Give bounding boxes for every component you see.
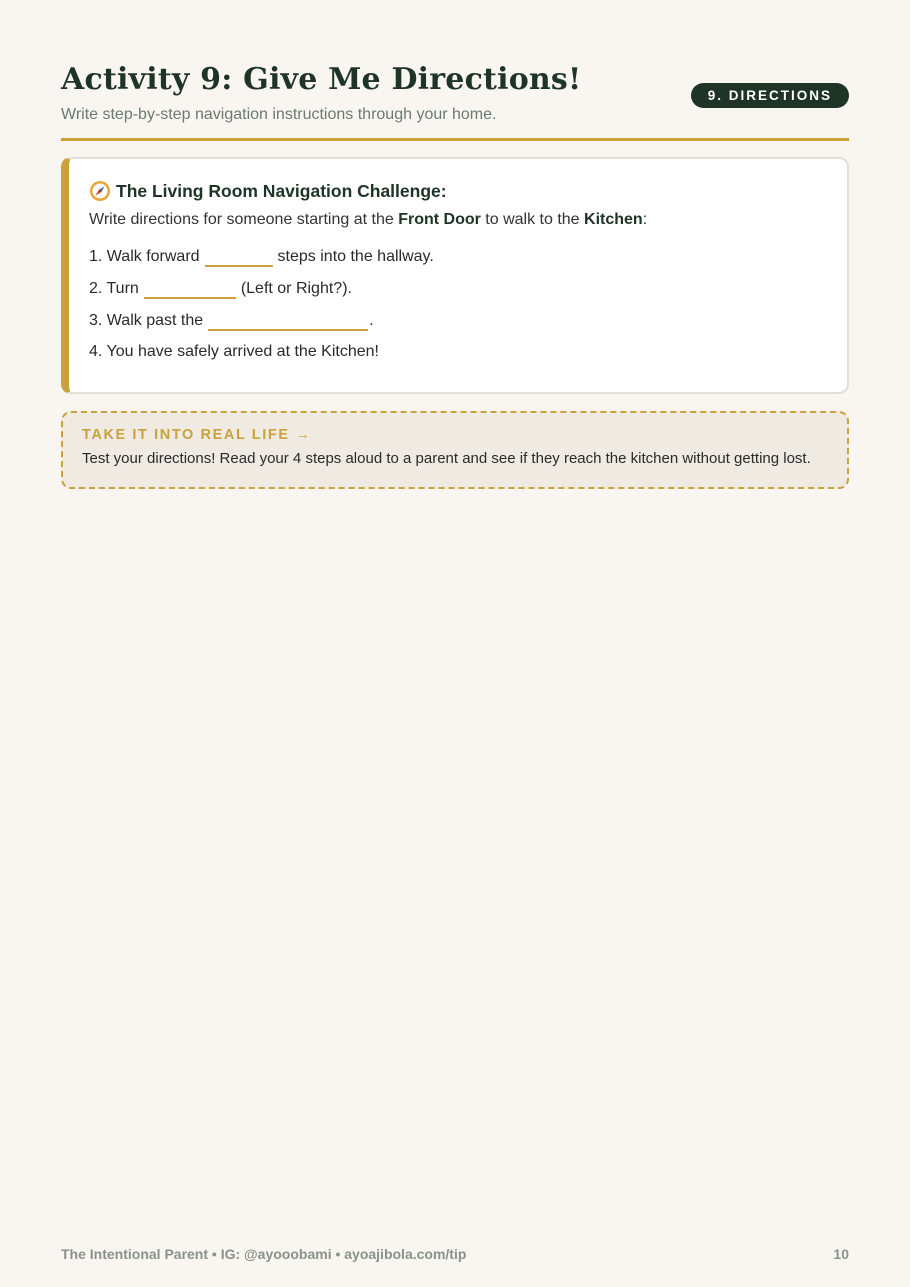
step-item xyxy=(89,311,847,343)
challenge-heading xyxy=(89,177,847,205)
footer-credits: The Intentional Parent • IG: @ayooobami • ayoajibola.com/tip xyxy=(61,1246,467,1262)
page-header xyxy=(61,0,849,141)
step-blank[interactable] xyxy=(144,279,236,299)
section-badge: 9. DIRECTIONS xyxy=(691,83,849,108)
intro-start-location: Front Door xyxy=(398,211,481,228)
intro-prefix: Write directions for someone starting at the xyxy=(89,211,399,228)
step-item xyxy=(89,247,847,279)
step-blank[interactable] xyxy=(208,311,368,331)
page-title: Activity 9: Give Me Directions! xyxy=(61,62,582,97)
step-text: steps into the hallway. xyxy=(277,248,434,265)
step-text: 2. Turn xyxy=(89,280,139,297)
compass-icon xyxy=(89,180,111,202)
step-text: 1. Walk forward xyxy=(89,248,200,265)
challenge-card xyxy=(61,157,849,394)
challenge-title: The Living Room Navigation Challenge: xyxy=(116,180,447,201)
callout-text: Test your directions! Read your 4 steps aloud to a parent and see if they reach the kitchen without getting lost. xyxy=(82,450,811,467)
step-text: . xyxy=(369,312,374,329)
step-text: (Left or Right?). xyxy=(240,280,352,297)
step-blank[interactable] xyxy=(205,247,273,267)
step-item xyxy=(89,279,847,311)
page-number: 10 xyxy=(833,1246,849,1262)
intro-end-location: Kitchen xyxy=(584,211,643,228)
challenge-intro xyxy=(89,211,847,229)
intro-suffix: : xyxy=(642,211,648,228)
callout-title: TAKE IT INTO REAL LIFE → xyxy=(82,427,312,443)
step-text: 3. Walk past the xyxy=(89,312,204,329)
activity-page xyxy=(61,0,849,467)
real-life-callout xyxy=(61,411,849,489)
step-text: 4. You have safely arrived at the Kitchen! xyxy=(89,343,379,360)
direction-steps xyxy=(89,247,847,375)
page-subtitle: Write step-by-step navigation instructions through your home. xyxy=(61,106,497,123)
step-item xyxy=(89,343,847,375)
intro-middle: to walk to the xyxy=(480,211,585,228)
